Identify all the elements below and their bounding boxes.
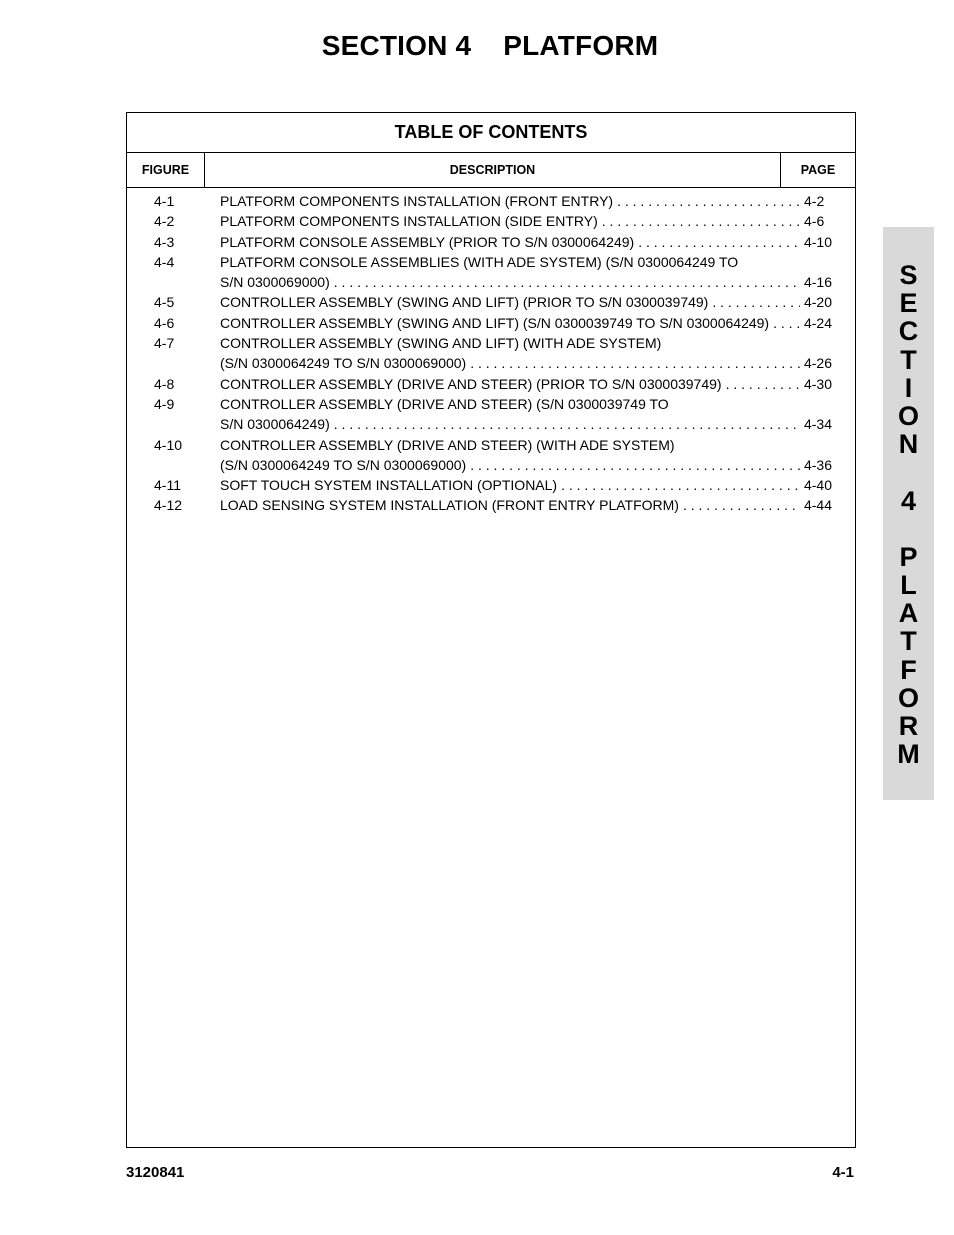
toc-entry-page: 4-24 bbox=[803, 314, 832, 331]
column-header-figure: FIGURE bbox=[127, 153, 205, 187]
toc-entry[interactable] bbox=[127, 475, 855, 495]
toc-entry-description: PLATFORM CONSOLE ASSEMBLIES (WITH ADE SYSTEM) (S/N 0300064249 TO bbox=[220, 253, 739, 270]
page-title: SECTION 4 PLATFORM bbox=[321, 30, 659, 61]
toc-entry-description: SOFT TOUCH SYSTEM INSTALLATION (OPTIONAL) bbox=[220, 477, 558, 494]
toc-entry[interactable] bbox=[127, 313, 855, 333]
toc-entry-page: 4-26 bbox=[803, 355, 832, 372]
toc-entry[interactable] bbox=[127, 374, 855, 394]
side-tab-letter bbox=[883, 515, 934, 543]
toc-entry-description: S/N 0300069000) bbox=[220, 274, 330, 291]
side-tab-letter: P bbox=[899, 541, 918, 572]
toc-entry[interactable] bbox=[127, 191, 855, 211]
toc-entry-description: CONTROLLER ASSEMBLY (SWING AND LIFT) (PRIOR TO S/N 0300039749) bbox=[220, 294, 709, 311]
toc-entry-figure: 4-1 bbox=[154, 193, 175, 209]
toc-entry-description: PLATFORM COMPONENTS INSTALLATION (FRONT ENTRY) bbox=[220, 193, 614, 209]
toc-entry-figure: 4-9 bbox=[154, 395, 175, 412]
column-header-page: PAGE bbox=[800, 163, 836, 177]
toc-entry-page: 4-20 bbox=[803, 294, 832, 311]
toc-dot-leader bbox=[330, 272, 800, 292]
toc-entry-page: 4-34 bbox=[803, 416, 832, 433]
toc-entry[interactable] bbox=[127, 394, 855, 435]
toc-entry-figure: 4-8 bbox=[154, 375, 175, 392]
side-tab-letter: T bbox=[900, 626, 917, 657]
toc-entry-page: 4-36 bbox=[803, 456, 832, 473]
toc-entry[interactable] bbox=[127, 435, 855, 476]
toc-entry-description: PLATFORM COMPONENTS INSTALLATION (SIDE ENTRY) bbox=[220, 213, 598, 230]
toc-entries bbox=[127, 191, 855, 516]
table-of-contents bbox=[126, 112, 856, 1148]
toc-dot-leader bbox=[466, 455, 800, 475]
side-tab-letter: L bbox=[900, 570, 917, 601]
toc-entry-figure: 4-6 bbox=[154, 314, 175, 331]
toc-entry-description: LOAD SENSING SYSTEM INSTALLATION (FRONT ENTRY PLATFORM) bbox=[220, 497, 679, 514]
side-tab-letter: O bbox=[897, 400, 919, 431]
side-tab-letter: M bbox=[897, 739, 920, 770]
toc-entry-description: CONTROLLER ASSEMBLY (SWING AND LIFT) (WITH ADE SYSTEM) bbox=[220, 335, 662, 352]
side-tab-letter: T bbox=[900, 344, 917, 375]
side-tab-letter: O bbox=[897, 682, 919, 713]
toc-dot-leader bbox=[557, 475, 800, 495]
section-side-tab bbox=[883, 227, 934, 800]
toc-entry-page: 4-2 bbox=[804, 193, 825, 209]
column-header-description: DESCRIPTION bbox=[205, 153, 781, 187]
toc-dot-leader bbox=[634, 232, 800, 252]
toc-entry-description: CONTROLLER ASSEMBLY (DRIVE AND STEER) (PRIOR TO S/N 0300039749) bbox=[220, 375, 722, 392]
toc-column-headers bbox=[127, 153, 855, 188]
toc-entry[interactable] bbox=[127, 232, 855, 252]
toc-entry-description: PLATFORM CONSOLE ASSEMBLY (PRIOR TO S/N 0300064249) bbox=[220, 233, 635, 250]
toc-entry-figure: 4-2 bbox=[154, 213, 175, 230]
toc-entry-figure: 4-3 bbox=[154, 233, 175, 250]
toc-entry-page: 4-40 bbox=[803, 477, 832, 494]
toc-dot-leader bbox=[679, 495, 800, 515]
side-tab-letter: R bbox=[898, 711, 919, 741]
toc-entry-page: 4-6 bbox=[804, 213, 825, 230]
side-tab-letter: E bbox=[899, 288, 918, 319]
toc-entry[interactable] bbox=[127, 333, 855, 374]
toc-entry-figure: 4-10 bbox=[154, 436, 183, 453]
toc-entry-description: CONTROLLER ASSEMBLY (SWING AND LIFT) (S/N 0300039749 TO S/N 0300064249) bbox=[220, 314, 770, 331]
toc-entry-description: (S/N 0300064249 TO S/N 0300069000) bbox=[220, 456, 467, 473]
toc-entry-figure: 4-4 bbox=[154, 253, 175, 270]
side-tab-letter: N bbox=[898, 429, 919, 460]
toc-entry-description: S/N 0300064249) bbox=[220, 416, 330, 433]
side-tab-letter: A bbox=[898, 598, 919, 629]
side-tab-letter bbox=[883, 458, 934, 486]
toc-entry[interactable] bbox=[127, 292, 855, 312]
toc-entry-figure: 4-5 bbox=[154, 294, 175, 311]
toc-entry[interactable] bbox=[127, 252, 855, 293]
toc-dot-leader bbox=[330, 414, 800, 434]
toc-entry-description: CONTROLLER ASSEMBLY (DRIVE AND STEER) (WITH ADE SYSTEM) bbox=[220, 436, 675, 453]
toc-entry[interactable] bbox=[127, 495, 855, 515]
side-tab-letter: I bbox=[904, 372, 913, 403]
side-tab-letter: C bbox=[898, 316, 919, 347]
toc-entry-description: (S/N 0300064249 TO S/N 0300069000) bbox=[220, 355, 467, 372]
toc-entry-description: CONTROLLER ASSEMBLY (DRIVE AND STEER) (S/N 0300039749 TO bbox=[220, 395, 669, 412]
toc-entry-page: 4-30 bbox=[803, 375, 832, 392]
toc-dot-leader bbox=[722, 374, 800, 394]
toc-dot-leader bbox=[466, 353, 800, 373]
toc-dot-leader bbox=[598, 211, 800, 231]
toc-entry-page: 4-44 bbox=[803, 497, 832, 514]
toc-entry-figure: 4-11 bbox=[154, 477, 181, 494]
toc-dot-leader bbox=[769, 313, 800, 333]
side-tab-letter: S bbox=[899, 260, 918, 290]
side-tab-letters bbox=[883, 261, 934, 768]
toc-entry-page: 4-10 bbox=[803, 233, 832, 250]
toc-entry[interactable] bbox=[127, 211, 855, 231]
toc-entry-figure: 4-12 bbox=[154, 497, 183, 514]
toc-dot-leader bbox=[708, 292, 800, 312]
side-tab-letter: 4 bbox=[900, 485, 917, 516]
toc-entry-page: 4-16 bbox=[803, 274, 832, 291]
toc-heading: TABLE OF CONTENTS bbox=[127, 113, 855, 153]
side-tab-letter: F bbox=[900, 654, 917, 685]
toc-dot-leader bbox=[613, 191, 800, 211]
toc-entry-figure: 4-7 bbox=[154, 335, 175, 352]
footer-page-number: 4-1 bbox=[832, 1164, 854, 1181]
footer-doc-number: 3120841 bbox=[126, 1164, 185, 1181]
